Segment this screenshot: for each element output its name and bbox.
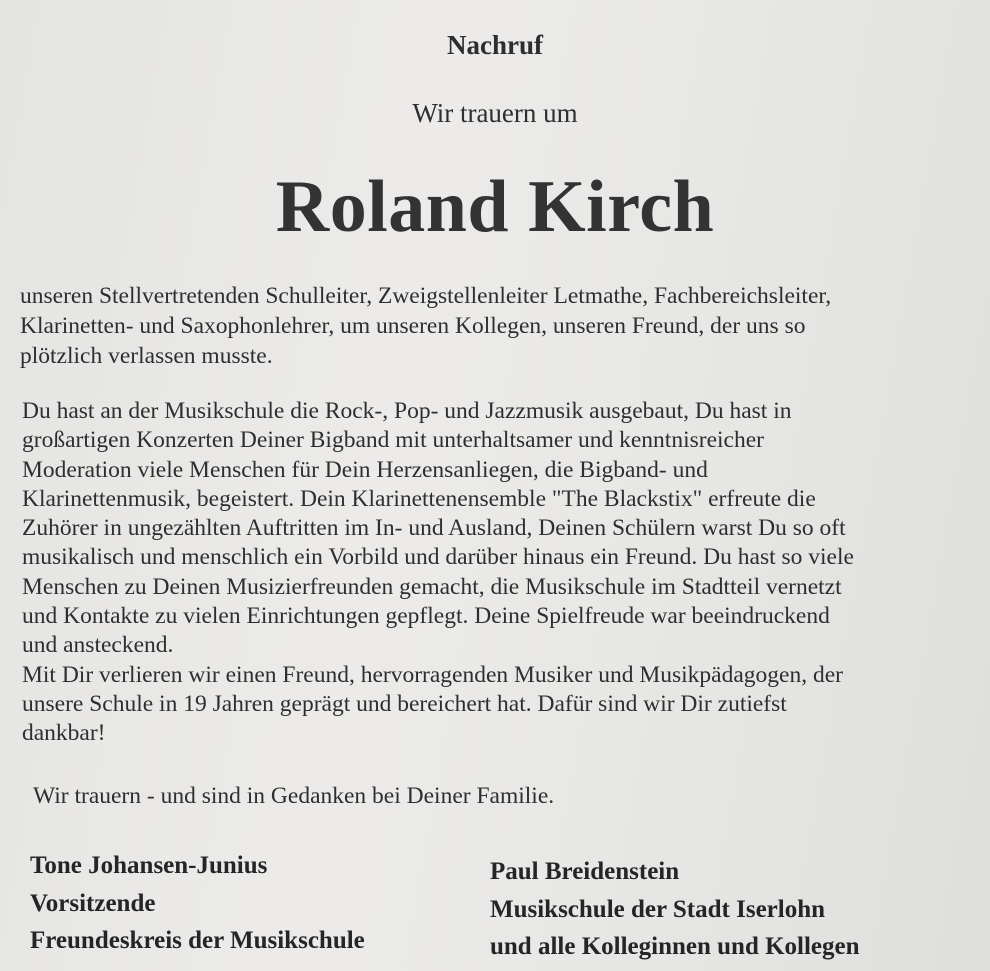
signatory-colleagues: und alle Kolleginnen und Kollegen	[490, 933, 860, 960]
tribute-paragraph	[22, 397, 854, 749]
text-line: großartigen Konzerten Deiner Bigband mit unterhaltsamer und kenntnisreicher	[22, 427, 764, 454]
text-line: Zuhörer in ungezählten Auftritten im In- und Ausland, Deinen Schülern warst Du so oft	[22, 515, 846, 542]
closing-line: Wir trauern - und sind in Gedanken bei Deiner Familie.	[33, 783, 555, 809]
signature-right	[490, 853, 860, 966]
text-line: unseren Stellvertretenden Schulleiter, Zweigstellenleiter Letmathe, Fachbereichsleiter,	[20, 283, 832, 309]
text-line: Menschen zu Deinen Musizierfreunden gemacht, die Musikschule im Stadtteil vernetzt	[22, 573, 842, 600]
text-line: unsere Schule in 19 Jahren geprägt und bereichert hat. Dafür sind wir Dir zutiefst	[22, 690, 787, 717]
text-line: Du hast an der Musikschule die Rock-, Pop- und Jazzmusik ausgebaut, Du hast in	[22, 398, 792, 424]
text-line: Klarinetten- und Saxophonlehrer, um unseren Kollegen, unseren Freund, der uns so	[20, 313, 806, 339]
deceased-name: Roland Kirch	[275, 166, 715, 248]
obituary-heading: Nachruf	[447, 30, 543, 60]
text-line: plötzlich verlassen musste.	[20, 343, 273, 369]
text-line: Klarinettenmusik, begeistert. Dein Klarinettenensemble "The Blackstix" erfreute die	[22, 485, 816, 512]
text-line: musikalisch und menschlich ein Vorbild und darüber hinaus ein Freund. Du hast so viele	[22, 544, 854, 571]
text-line: Mit Dir verlieren wir einen Freund, hervorragenden Musiker und Musikpädagogen, der	[22, 661, 843, 688]
signatory-name: Tone Johansen-Junius	[30, 852, 268, 879]
signatory-role: Vorsitzende	[30, 889, 156, 917]
text-line: dankbar!	[22, 720, 106, 747]
signatory-organization: Freundeskreis der Musikschule	[30, 927, 365, 954]
signatory-name: Paul Breidenstein	[490, 858, 680, 885]
intro-paragraph	[20, 281, 831, 371]
text-line: Moderation viele Menschen für Dein Herzensanliegen, die Bigband- und	[22, 456, 708, 483]
mourning-subheading: Wir trauern um	[412, 98, 578, 128]
text-line: und ansteckend.	[22, 632, 174, 659]
text-line: und Kontakte zu vielen Einrichtungen gepflegt. Deine Spielfreude war beeindruckend	[22, 603, 830, 630]
signatory-organization: Musikschule der Stadt Iserlohn	[490, 895, 826, 923]
signature-left	[30, 847, 365, 960]
